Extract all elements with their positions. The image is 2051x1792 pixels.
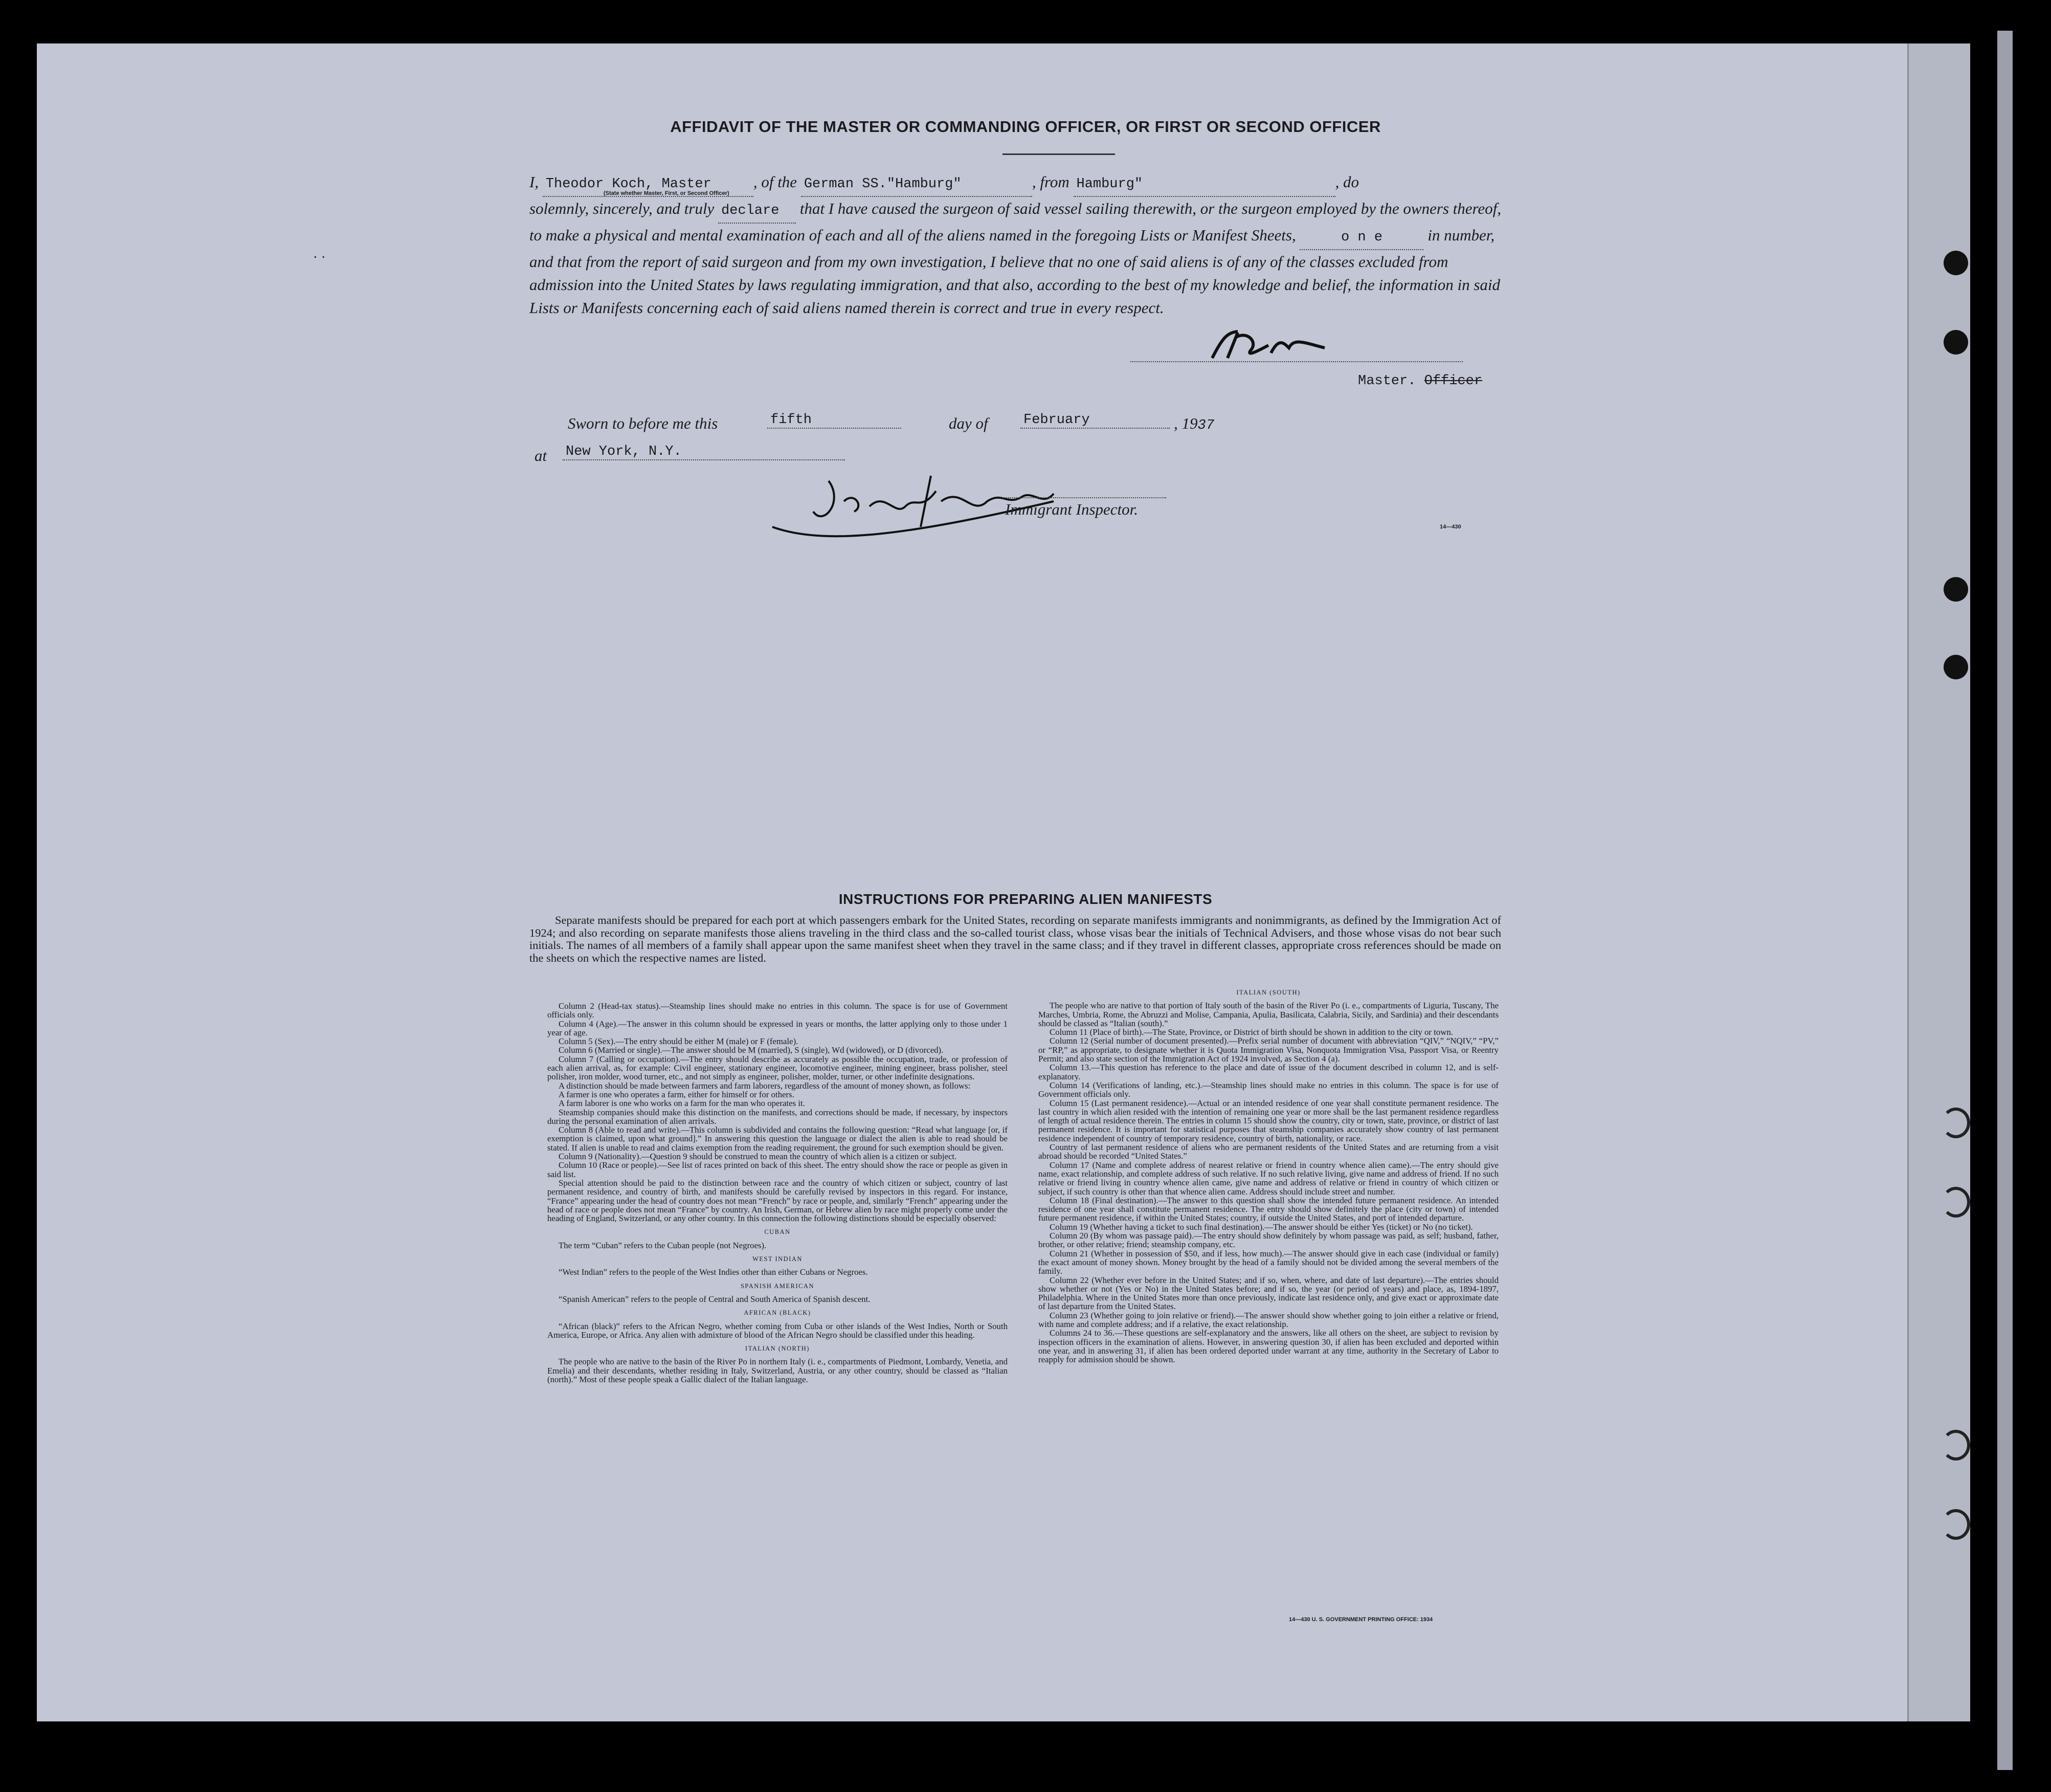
instructions-right-column — [1038, 983, 1499, 1364]
instruction-paragraph: A distinction should be made between farmers and farm laborers, regardless of the amount of money shown, as follows: — [559, 1080, 971, 1091]
rank-struck-text: Officer — [1424, 373, 1483, 389]
instruction-paragraph: The people who are native to that portion of Italy south of the basin of the River Po (i. e., compartments of Liguria, Tuscany, The Marches, Umbria, Rome, the Abruzzi and Molise, Campania, Apulia, Basilicata, Calabria, Sicily, and Sardinia) and their descendants should be classed as “Italian (south).” — [1038, 1001, 1499, 1028]
place-field: New York, N.Y. — [563, 444, 845, 460]
instruction-paragraph: Columns 24 to 36.—These questions are self-explanatory and the answers, like all others on the sheet, are subject to revision by inspection officers in the examination of aliens. However, in answering question 30, if alien has been excluded and deported within one year, and in answering 31, if alien has been ordered deported under warrant at any time, authority in the Secretary of Labor to reapply for admission should be shown. — [1038, 1328, 1499, 1365]
instruction-paragraph: Column 21 (Whether in possession of $50, and if less, how much).—The answer should give in each case (individual or family) the exact amount of money shown. Money brought by the head of a family should not be divided among the several members of the family. — [1038, 1248, 1499, 1276]
instruction-paragraph: Column 7 (Calling or occupation).—The entry should describe as accurately as possible the occupation, trade, or profession of each alien arrival, as, for example: Civil engineer, stationary engineer, locomotive engineer, mining engineer, brass polisher, steel polisher, iron molder, wood turner, etc., and not simply as engineer, polisher, molder, turner, or other indefinite designations. — [547, 1054, 1008, 1082]
punch-hole — [1942, 1509, 1970, 1540]
text: in number, and that from the report of said surgeon and from my own investigation, I believe that no one of said aliens is of any of the classes excluded from admission into the United States by laws regulating immigration, and that also, according to the best of my knowledge and belief, the information in said Lists or Manifests concerning each of said aliens named therein is correct and true in every respect. — [529, 226, 1501, 317]
text: that I have caused the surgeon of said vessel sailing therewith, or the surgeon employed by the owners thereof, to make a physical and mental examination of each and all of the aliens named in the foregoing Lists or Manifest Sheets, — [529, 200, 1502, 244]
sworn-label: Sworn to before me this — [568, 414, 718, 432]
count-field: o n e — [1300, 226, 1423, 250]
master-signature — [1207, 327, 1330, 363]
instruction-paragraph: Country of last permanent residence of aliens who are permanent residents of the United States and are returning from a visit abroad should be recorded “United States.” — [1038, 1142, 1499, 1161]
year-prefix: , 19 — [1174, 414, 1198, 432]
instruction-paragraph: Column 20 (By whom was passage paid).—The entry should show definitely by whom passage was paid, as self; husband, father, brother, or other relative; friend; steamship company, etc. — [1038, 1231, 1499, 1250]
instruction-paragraph: Column 12 (Serial number of document presented).—Prefix serial number of document with abbreviation “QIV,” “NQIV,” “PV,” or “RP,” as appropriate, to designate whether it is Quota Immigration Visa, Nonquota Immigration Visa, Passport Visa, or Reentry Permit; and also state section of the Immigration Act of 1924 involved, as Section 4 (a). — [1038, 1036, 1499, 1064]
section-heading: ITALIAN (NORTH) — [745, 1345, 810, 1353]
instruction-paragraph: “African (black)” refers to the African Negro, whether coming from Cuba or other islands of the West Indies, North or South America, Europe, or Africa. Any alien with admixture of blood of the African Negro should be classified under this heading. — [547, 1321, 1008, 1340]
verb-field: declare — [718, 200, 796, 224]
instruction-paragraph: Column 2 (Head-tax status).—Steamship lines should make no entries in this column. The space is for use of Government officials only. — [547, 1001, 1008, 1020]
instruction-paragraph: Column 4 (Age).—The answer in this column should be expressed in years or months, the latter applying only to those under 1 year of age. — [547, 1019, 1008, 1037]
page-edge — [1907, 43, 1970, 1721]
punch-hole — [1942, 1187, 1970, 1218]
title-rule — [1002, 153, 1115, 155]
instruction-paragraph: Column 8 (Able to read and write).—This column is subdivided and contains the following question: “Read what language [or, if exemption is claimed, upon what ground].” In answering this question the language or dialect the alien is able to read should be stated. If alien is unable to read and claims exemption from the reading requirement, the ground for such exemption should be given. — [547, 1125, 1008, 1153]
punch-hole — [1942, 1108, 1970, 1138]
section-heading: AFRICAN (BLACK) — [744, 1309, 811, 1317]
text: , from — [1032, 173, 1069, 191]
section-heading: CUBAN — [764, 1228, 791, 1236]
instruction-paragraph: The term “Cuban” refers to the Cuban people (not Negroes). — [559, 1240, 767, 1250]
signature-glyph — [1207, 327, 1330, 363]
inspector-title: Immigrant Inspector. — [1005, 500, 1139, 518]
month-field: February — [1020, 412, 1170, 429]
day-field: fifth — [767, 412, 901, 429]
instruction-paragraph: Column 19 (Whether having a ticket to such final destination).—The answer should be either Yes (ticket) or No (no ticket). — [1050, 1222, 1473, 1232]
year-label — [1174, 414, 1214, 433]
text: , of the — [753, 173, 797, 191]
instruction-paragraph: Column 10 (Race or people).—See list of races printed on back of this sheet. The entry should show the race or people as given in said list. — [547, 1160, 1008, 1179]
rank-label — [1358, 373, 1482, 389]
instruction-paragraph: Special attention should be paid to the distinction between race and the country of which citizen or subject, country of last permanent residence, and country of birth, and manifests should be carefully revised by inspectors in this regard. For instance, “France” appearing under the head of country does not mean “French” by race or people, and, similarly “French” appearing under the head of race or people does not mean “France” by country. An Irish, German, or Hebrew alien by race might properly come under the heading of England, Switzerland, or any other country. In this connection the following distinctions should be especially observed: — [547, 1178, 1008, 1224]
instructions-intro: Separate manifests should be prepared for each port at which passengers embark for the United States, recording on separate manifests immigrants and nonimmigrants, as defined by the Immigration Act of 1924; and also recording on separate manifests those aliens traveling in the third class and the so-called tourist class, whose visas bear the initials of Technical Advisers, and those whose visas do not bear such initials. The names of all members of a family shall appear upon the same manifest sheet when they travel in the same class; and if they travel in different classes, appropriate cross references should be made on the sheets on which the respective names are listed. — [529, 914, 1501, 964]
printing-office-footer: 14—430 U. S. GOVERNMENT PRINTING OFFICE: 1934 — [1289, 1617, 1433, 1623]
instruction-paragraph: Column 11 (Place of birth).—The State, Province, or District of birth should be shown in addition to the city or town. — [1050, 1027, 1453, 1037]
instruction-paragraph: Column 6 (Married or single).—The answer should be M (married), S (single), Wd (widowed), or D (divorced). — [559, 1045, 944, 1055]
instructions-left-column — [547, 1002, 1008, 1384]
punch-hole — [1944, 655, 1968, 679]
text: , do — [1335, 173, 1359, 191]
instruction-paragraph: The people who are native to the basin of the River Po in northern Italy (i. e., compartments of Piedmont, Lombardy, Venetia, and Emelia) and their descendants, whether residing in Italy, Switzerland, Austria, or any other country, should be classed as “Italian (north).” Most of these people speak a Gallic dialect of the Italian language. — [547, 1357, 1008, 1384]
section-heading: WEST INDIAN — [752, 1255, 802, 1263]
punch-hole — [1944, 577, 1968, 602]
instruction-paragraph: Column 13.—This question has reference to the place and date of issue of the document described in column 12, and is self-explanatory. — [1038, 1063, 1499, 1081]
instruction-paragraph: A farm laborer is one who works on a farm for the man who operates it. — [559, 1098, 805, 1109]
port-field: Hamburg" — [1074, 173, 1335, 197]
instruction-paragraph: A farmer is one who operates a farm, either for himself or for others. — [559, 1089, 794, 1099]
instruction-paragraph: Column 9 (Nationality).—Question 9 should be construed to mean the country of which alien is a citizen or subject. — [559, 1152, 957, 1162]
instruction-paragraph: Column 18 (Final destination).—The answer to this question shall show the intended future permanent residence. An intended residence of one year shall constitute permanent residence. The entry should show definitely the place (city or town) of intended future permanent residence, if within the United States; country, if outside the United States, and port of intended departure. — [1038, 1195, 1499, 1223]
at-label: at — [534, 447, 547, 464]
day-of-label: day of — [949, 414, 988, 432]
instruction-paragraph: Column 14 (Verifications of landing, etc.).—Steamship lines should make no entries in this column. The space is for use of Government officials only. — [1038, 1080, 1499, 1099]
instruction-paragraph: Column 22 (Whether ever before in the United States; and if so, when, where, and date of last departure).—The entries should show whether or not (Yes or No) in the United States before; and if so, the year (or period of years) and place, as, 1894-1897, Philadelphia. Where in the United States more than once previously, indicate last residence only, and give exact or approximate date of last departure from the United States. — [1038, 1275, 1499, 1312]
instruction-paragraph: Column 15 (Last permanent residence).—Actual or an intended residence of one year shall constitute permanent residence. The last country in which alien resided with the intention of remaining one year or more shall be the last permanent residence regardless of length of actual residence therein. The entries in column 15 should show the country, city or town, state, province, or district of last permanent residence. It is important for statistical purposes that steamship companies accurately show country of last permanent residence independent of country of temporary residence, country of birth, nationality, or race. — [1038, 1098, 1499, 1143]
margin-mark: ․ ․ — [313, 246, 326, 261]
vessel-field: German SS."Hamburg" — [801, 173, 1032, 197]
punch-hole — [1944, 251, 1968, 275]
instruction-paragraph: “West Indian” refers to the people of the West Indies other than either Cubans or Negroes. — [559, 1267, 868, 1277]
text: I, — [529, 173, 539, 191]
inspector-signature-line — [1002, 497, 1166, 498]
instruction-paragraph: Column 17 (Name and complete address of nearest relative or friend in country whence alien came).—The entry should give name, exact relationship, and complete address of such relative. If no such relative living, give name and address of friend. If no such relative or friend living in country whence alien came, give name and address of relative or friend in country of which citizen or subject, if such country is other than that whence alien came. Address should include street and number. — [1038, 1160, 1499, 1197]
section-heading: ITALIAN (SOUTH) — [1236, 989, 1301, 996]
instruction-paragraph: Steamship companies should make this distinction on the manifests, and corrections should be made, if necessary, by inspectors during the personal examination of alien arrivals. — [547, 1107, 1008, 1126]
rank-text: Master. — [1358, 373, 1416, 389]
text: solemnly, sincerely, and truly — [529, 200, 715, 217]
punch-hole — [1942, 1430, 1970, 1461]
officer-name-field: Theodor Koch, Master — [543, 173, 753, 197]
affidavit-title: AFFIDAVIT OF THE MASTER OR COMMANDING OFFICER, OR FIRST OR SECOND OFFICER — [670, 118, 1381, 136]
punch-hole — [1944, 330, 1968, 355]
year-suffix: 37 — [1197, 418, 1214, 433]
section-heading: SPANISH AMERICAN — [740, 1282, 815, 1290]
page-code: 14—430 — [1440, 524, 1461, 530]
instructions-title: INSTRUCTIONS FOR PREPARING ALIEN MANIFESTS — [838, 891, 1213, 907]
instruction-paragraph: “Spanish American” refers to the people of Central and South America of Spanish descent. — [559, 1294, 871, 1304]
instruction-paragraph: Column 5 (Sex).—The entry should be either M (male) or F (female). — [559, 1036, 798, 1047]
officer-rank-note: (State whether Master, First, or Second Officer) — [604, 190, 729, 196]
instruction-paragraph: Column 23 (Whether going to join relative or friend).—The answer should show whether going to join either a relative or friend, with name and complete address; and if a relative, the exact relationship. — [1038, 1310, 1499, 1329]
